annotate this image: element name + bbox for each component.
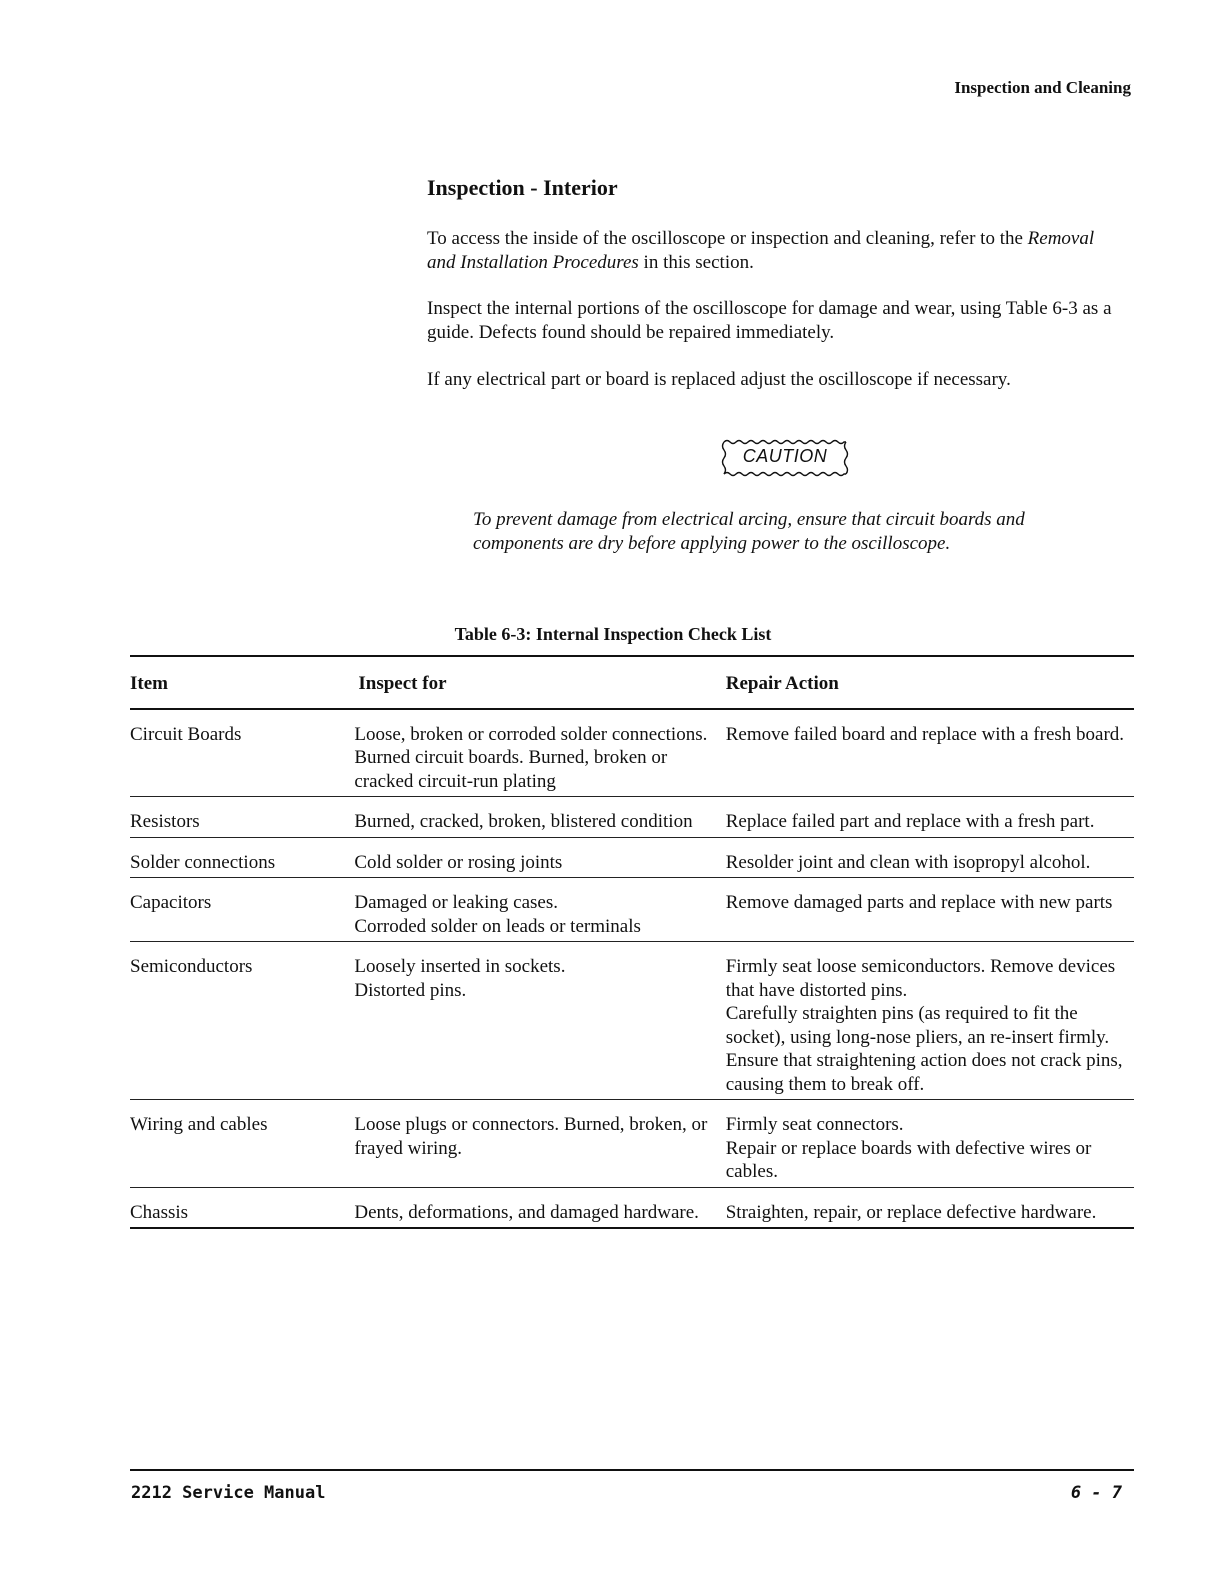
cell-line: Straighten, repair, or replace defective hardware. bbox=[725, 1201, 1097, 1223]
cell-line: Ensure that straightening action does not crack pins, causing them to break off. bbox=[725, 1050, 1123, 1095]
inspection-table-wrapper bbox=[130, 655, 1134, 1229]
cell-repair bbox=[726, 709, 1134, 797]
access-text-pre: To access the inside of the oscilloscope or inspection and cleaning, refer to the bbox=[427, 228, 1028, 249]
cell-inspect bbox=[354, 1187, 725, 1228]
cell-inspect bbox=[354, 878, 725, 942]
cell-repair bbox=[726, 797, 1134, 838]
cell-item: Wiring and cables bbox=[130, 1114, 268, 1135]
access-text-post: in this section. bbox=[638, 252, 754, 273]
cell-item: Semiconductors bbox=[130, 956, 253, 977]
table-row bbox=[130, 837, 1134, 878]
cell-line: Distorted pins. bbox=[354, 979, 467, 1001]
header-repair-action: Repair Action bbox=[725, 673, 839, 694]
table-row bbox=[130, 878, 1134, 942]
cell-item: Resistors bbox=[130, 811, 200, 832]
cell-line: Burned, cracked, broken, blistered condition bbox=[354, 811, 693, 832]
table-row bbox=[130, 942, 1134, 1100]
cell-line: Corroded solder on leads or terminals bbox=[354, 915, 641, 937]
page-title: Inspection - Interior bbox=[427, 175, 618, 200]
cell-line: Carefully straighten pins (as required to fit the socket), using long-nose pliers, an re-insert firmly. bbox=[725, 1003, 1110, 1048]
cell-repair bbox=[726, 878, 1134, 942]
cell-inspect bbox=[354, 1100, 725, 1188]
cell-item: Chassis bbox=[130, 1201, 189, 1223]
cell-line: Loose plugs or connectors. Burned, broken, or frayed wiring. bbox=[354, 1114, 708, 1159]
cell-repair bbox=[726, 942, 1134, 1100]
table-row bbox=[130, 1187, 1134, 1228]
procedure-reference: Removal and Installation Procedures bbox=[427, 228, 1095, 273]
cell-line: Dents, deformations, and damaged hardware. bbox=[354, 1201, 699, 1223]
cell-inspect bbox=[354, 709, 725, 797]
page-number: 6 - 7 bbox=[1070, 1483, 1122, 1503]
header-item: Item bbox=[130, 673, 168, 694]
inspect-paragraph: Inspect the internal portions of the oscilloscope for damage and wear, using Table 6-3 as a guide. Defects found should be repaired immediately. bbox=[427, 298, 1112, 343]
cell-line: Damaged or leaking cases. bbox=[354, 892, 559, 913]
cell-inspect bbox=[354, 942, 725, 1100]
access-paragraph bbox=[427, 227, 1127, 275]
cell-repair bbox=[726, 1187, 1134, 1228]
cell-line: Replace failed part and replace with a fresh part. bbox=[725, 811, 1095, 832]
cell-line: Remove failed board and replace with a fresh board. bbox=[725, 723, 1125, 745]
cell-line: Repair or replace boards with defective wires or cables. bbox=[725, 1137, 1092, 1182]
table-row bbox=[130, 797, 1134, 838]
cell-item: Capacitors bbox=[130, 892, 212, 913]
caution-badge bbox=[720, 438, 850, 478]
inspection-checklist-table bbox=[130, 655, 1134, 1229]
cell-line: Cold solder or rosing joints bbox=[354, 851, 563, 873]
cell-item: Solder connections bbox=[130, 851, 276, 873]
caution-label: CAUTION bbox=[742, 446, 828, 466]
cell-repair bbox=[726, 837, 1134, 878]
footer-divider bbox=[130, 1469, 1134, 1471]
manual-title: 2212 Service Manual bbox=[131, 1483, 326, 1503]
cell-line: Loosely inserted in sockets. bbox=[354, 956, 566, 977]
cell-inspect bbox=[354, 837, 725, 878]
table-row bbox=[130, 1100, 1134, 1188]
cell-line: Remove damaged parts and replace with new parts bbox=[725, 892, 1113, 913]
table-row bbox=[130, 709, 1134, 797]
cell-inspect bbox=[354, 797, 725, 838]
running-header: Inspection and Cleaning bbox=[954, 78, 1131, 97]
caution-text: To prevent damage from electrical arcing, ensure that circuit boards and components are dry before applying power to the oscilloscope. bbox=[473, 509, 1025, 554]
header-inspect-for: Inspect for bbox=[358, 673, 447, 694]
cell-line: Firmly seat connectors. bbox=[725, 1114, 904, 1135]
table-caption: Table 6-3: Internal Inspection Check List bbox=[454, 624, 772, 644]
cell-line: Firmly seat loose semiconductors. Remove devices that have distorted pins. bbox=[725, 956, 1116, 1001]
cell-line: Loose, broken or corroded solder connections. Burned circuit boards. Burned, broken or cracked circuit-run plating bbox=[354, 723, 708, 792]
cell-item: Circuit Boards bbox=[130, 723, 242, 745]
cell-line: Resolder joint and clean with isopropyl alcohol. bbox=[725, 851, 1091, 873]
cell-repair bbox=[726, 1100, 1134, 1188]
table-header-row bbox=[130, 656, 1134, 709]
adjust-paragraph: If any electrical part or board is replaced adjust the oscilloscope if necessary. bbox=[427, 369, 1011, 390]
